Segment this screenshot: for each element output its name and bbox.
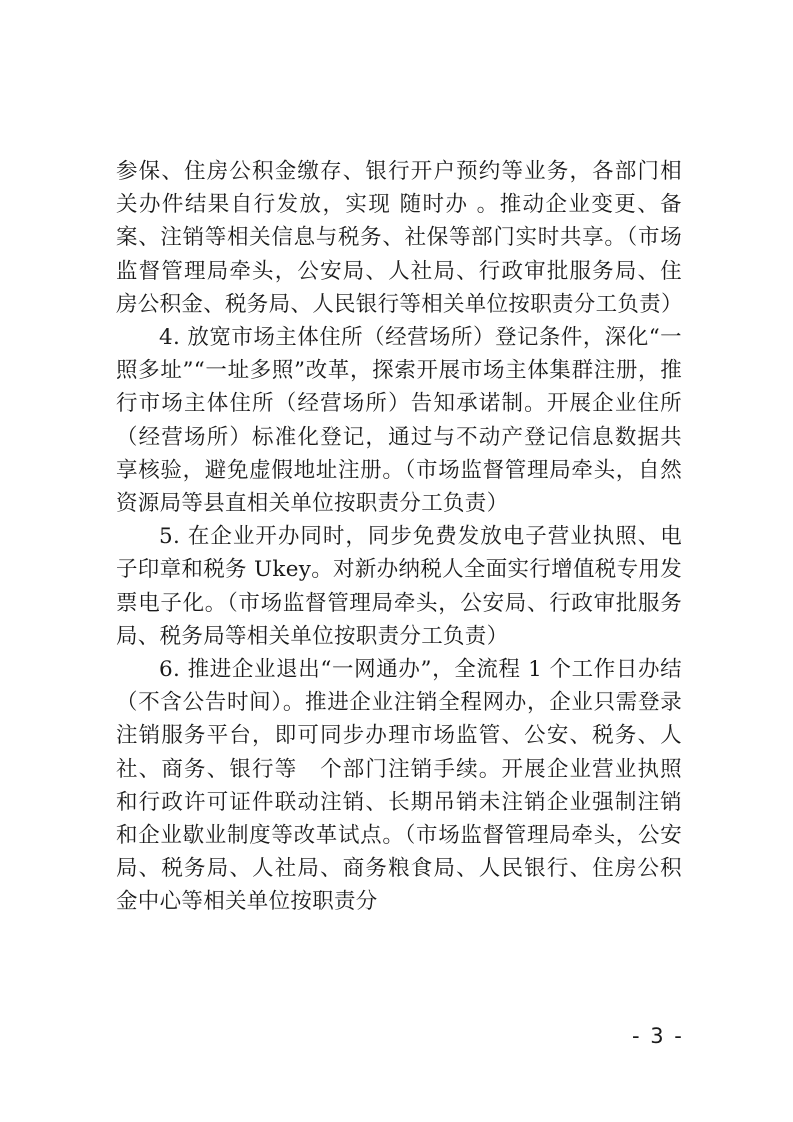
document-body <box>116 155 682 919</box>
paragraph-item-6: 6. 推进企业退出“一网通办”，全流程 1 个工作日办结（不含公告时间）。推进企业注销全程网办，企业只需登录注销服务平台，即可同步办理市场监管、公安、税务、人社、商务、银行等 个部门注销手续。开展企业营业执照和行政许可证件联动注销、长期吊销未注销企业强制注销和企业歇业制度等改革试点。（市场监督管理局牵头，公安局、税务局、人社局、商务粮食局、人民银行、住房公积金中心等相关单位按职责分 <box>116 657 682 915</box>
paragraph-item-4: 4. 放宽市场主体住所（经营场所）登记条件，深化“一照多址”“一址多照”改革，探索开展市场主体集群注册，推行市场主体住所（经营场所）告知承诺制。开展企业住所（经营场所）标准化登记，通过与不动产登记信息数据共享核验，避免虚假地址注册。（市场监督管理局牵头，自然资源局等县直相关单位按职责分工负责） <box>116 325 682 517</box>
page-number: - 3 - <box>632 1024 684 1048</box>
paragraph-continued: 参保、住房公积金缴存、银行开户预约等业务，各部门相关办件结果自行发放，实现 随时办 。推动企业变更、备案、注销等相关信息与税务、社保等部门实时共享。（市场监督管理局牵头，公安局、人社局、行政审批服务局、住房公积金、税务局、人民银行等相关单位按职责分工负责） <box>116 159 683 317</box>
paragraph-item-5: 5. 在企业开办同时，同步免费发放电子营业执照、电子印章和税务 Ukey。对新办纳税人全面实行增值税专用发票电子化。（市场监督管理局牵头，公安局、行政审批服务局、税务局等相关单位按职责分工负责） <box>116 524 682 649</box>
